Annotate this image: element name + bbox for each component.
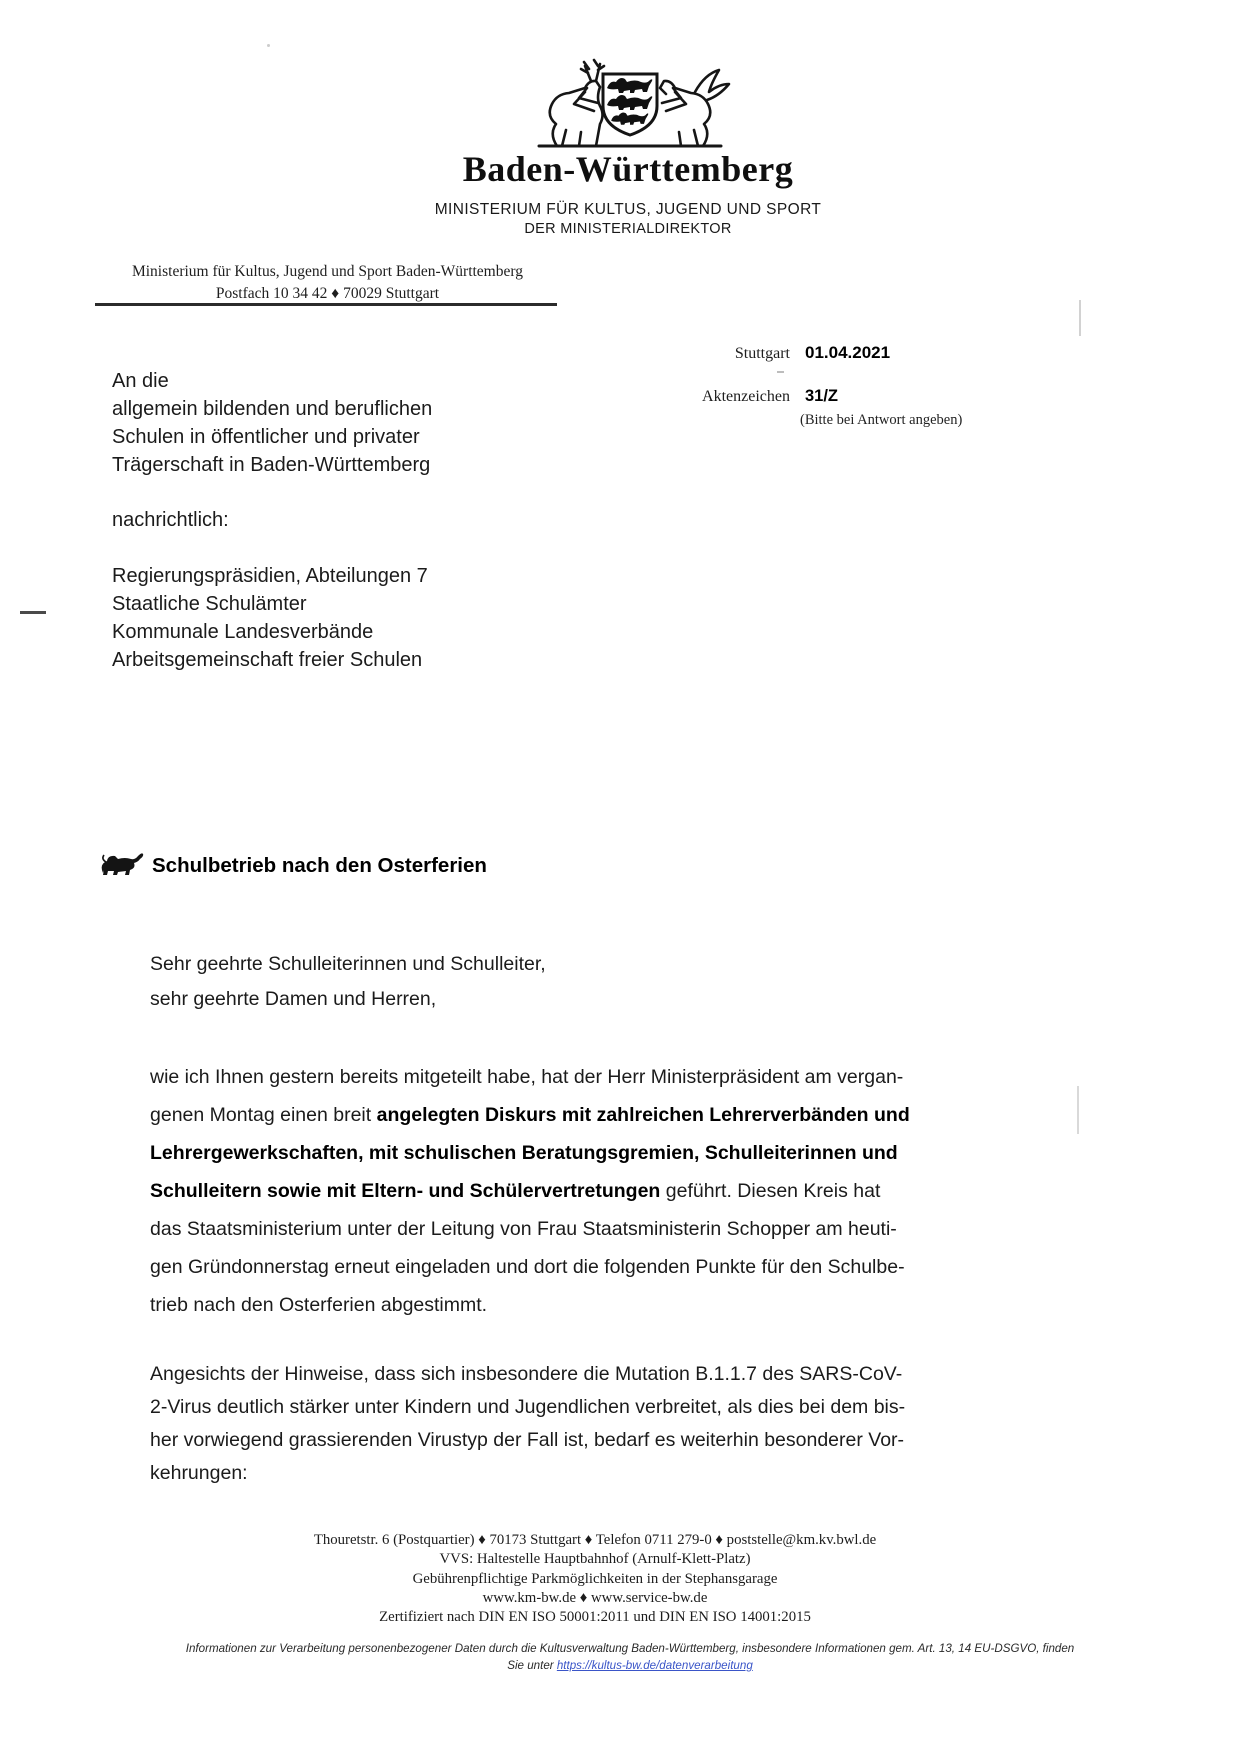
paragraph-2 <box>150 1358 905 1490</box>
ministry-division: DER MINISTERIALDIREKTOR <box>524 221 732 237</box>
scan-artifact <box>1077 1086 1079 1134</box>
sender-return-address <box>95 261 560 304</box>
text-segment: das Staatsministerium unter der Leitung von Frau Staatsministerin Schopper am heuti- <box>150 1218 897 1240</box>
privacy-prefix: Sie unter <box>507 1659 557 1672</box>
privacy-notice <box>20 1640 1240 1674</box>
city-label: Stuttgart <box>734 345 790 362</box>
footer-address-block <box>10 1531 1180 1627</box>
recipient-address <box>112 367 432 479</box>
body-line <box>150 1134 910 1172</box>
footer-line: Gebührenpflichtige Parkmöglichkeiten in der Stephansgarage <box>412 1570 778 1587</box>
text-segment-bold: Schulleitern sowie mit Eltern- und Schülervertretungen <box>150 1180 661 1202</box>
privacy-line: Informationen zur Verarbeitung personenbezogener Daten durch die Kultusverwaltung Baden-Württemberg, insbesondere Informationen gem. Art. 13, 14 EU-DSGVO, finden <box>185 1642 1075 1655</box>
text-segment: trieb nach den Osterferien abgestimmt. <box>150 1294 488 1316</box>
text-segment: wie ich Ihnen gestern bereits mitgeteilt habe, hat der Herr Ministerpräsident am vergan- <box>150 1066 904 1088</box>
salutation-line: sehr geehrte Damen und Herren, <box>150 988 437 1010</box>
body-line: her vorwiegend grassierenden Virustyp der Fall ist, bedarf es weiterhin besonderer Vor- <box>150 1429 905 1451</box>
scan-artifact <box>1079 300 1081 336</box>
subject-title: Schulbetrieb nach den Osterferien <box>152 854 487 877</box>
body-line <box>150 1096 910 1134</box>
cc-label: nachrichtlich: <box>112 509 229 531</box>
reference-label: Aktenzeichen <box>702 388 790 405</box>
salutation-line: Sehr geehrte Schulleiterinnen und Schulleiter, <box>150 953 546 975</box>
fold-mark <box>20 611 46 614</box>
paragraph-1 <box>150 1058 910 1324</box>
footer-line: Thouretstr. 6 (Postquartier) ♦ 70173 Stuttgart ♦ Telefon 0711 279-0 ♦ poststelle@km.kv.bwl.de <box>313 1532 877 1548</box>
footer-line: Zertifiziert nach DIN EN ISO 50001:2011 und DIN EN ISO 14001:2015 <box>379 1609 811 1626</box>
scan-artifact <box>267 44 270 47</box>
recipient-line: allgemein bildenden und beruflichen <box>112 398 433 420</box>
coat-of-arms-icon <box>499 58 761 155</box>
body-line <box>150 1248 910 1286</box>
staufer-lion-icon <box>99 850 145 885</box>
reference-note: (Bitte bei Antwort angeben) <box>800 412 963 428</box>
state-name: Baden-Württemberg <box>462 149 794 189</box>
body-line <box>150 1172 910 1210</box>
cc-list <box>112 562 428 674</box>
body-line: 2-Virus deutlich stärker unter Kindern und Jugendlichen verbreitet, als dies bei dem bis- <box>150 1396 906 1418</box>
recipient-line: Schulen in öffentlicher und privater <box>112 426 420 448</box>
scan-artifact <box>777 371 784 373</box>
recipient-line: An die <box>112 370 169 392</box>
privacy-link[interactable]: https://kultus-bw.de/datenverarbeitung <box>556 1659 753 1672</box>
cc-line: Regierungspräsidien, Abteilungen 7 <box>112 565 428 587</box>
body-line: kehrungen: <box>150 1462 248 1484</box>
text-segment: geführt. Diesen Kreis hat <box>660 1180 881 1202</box>
text-segment: genen Montag einen breit <box>150 1104 377 1126</box>
sender-line: Postfach 10 34 42 ♦ 70029 Stuttgart <box>215 284 440 302</box>
body-line <box>150 1286 910 1324</box>
body-line <box>150 1210 910 1248</box>
recipient-line: Trägerschaft in Baden-Württemberg <box>112 454 431 476</box>
text-segment-bold: Lehrergewerkschaften, mit schulischen Beratungsgremien, Schulleiterinnen und <box>150 1142 898 1164</box>
cc-line: Kommunale Landesverbände <box>112 621 374 643</box>
sender-rule <box>95 303 557 306</box>
footer-line: www.km-bw.de ♦ www.service-bw.de <box>482 1589 708 1606</box>
reference-number: 31/Z <box>805 387 839 405</box>
cc-line: Staatliche Schulämter <box>112 593 307 615</box>
salutation <box>150 947 546 1017</box>
privacy-line <box>20 1657 1240 1674</box>
letter-date: 01.04.2021 <box>805 343 891 362</box>
text-segment: gen Gründonnerstag erneut eingeladen und dort die folgenden Punkte für den Schulbe- <box>150 1256 905 1278</box>
text-segment-bold: angelegten Diskurs mit zahlreichen Lehrerverbänden und <box>376 1104 910 1126</box>
cc-line: Arbeitsgemeinschaft freier Schulen <box>112 649 423 671</box>
body-line: Angesichts der Hinweise, dass sich insbesondere die Mutation B.1.1.7 des SARS-CoV- <box>150 1363 903 1385</box>
ministry-name: MINISTERIUM FÜR KULTUS, JUGEND UND SPORT <box>434 201 822 218</box>
sender-line: Ministerium für Kultus, Jugend und Sport Baden-Württemberg <box>131 263 524 280</box>
footer-line: VVS: Haltestelle Hauptbahnhof (Arnulf-Klett-Platz) <box>439 1551 751 1568</box>
body-line <box>150 1058 910 1096</box>
